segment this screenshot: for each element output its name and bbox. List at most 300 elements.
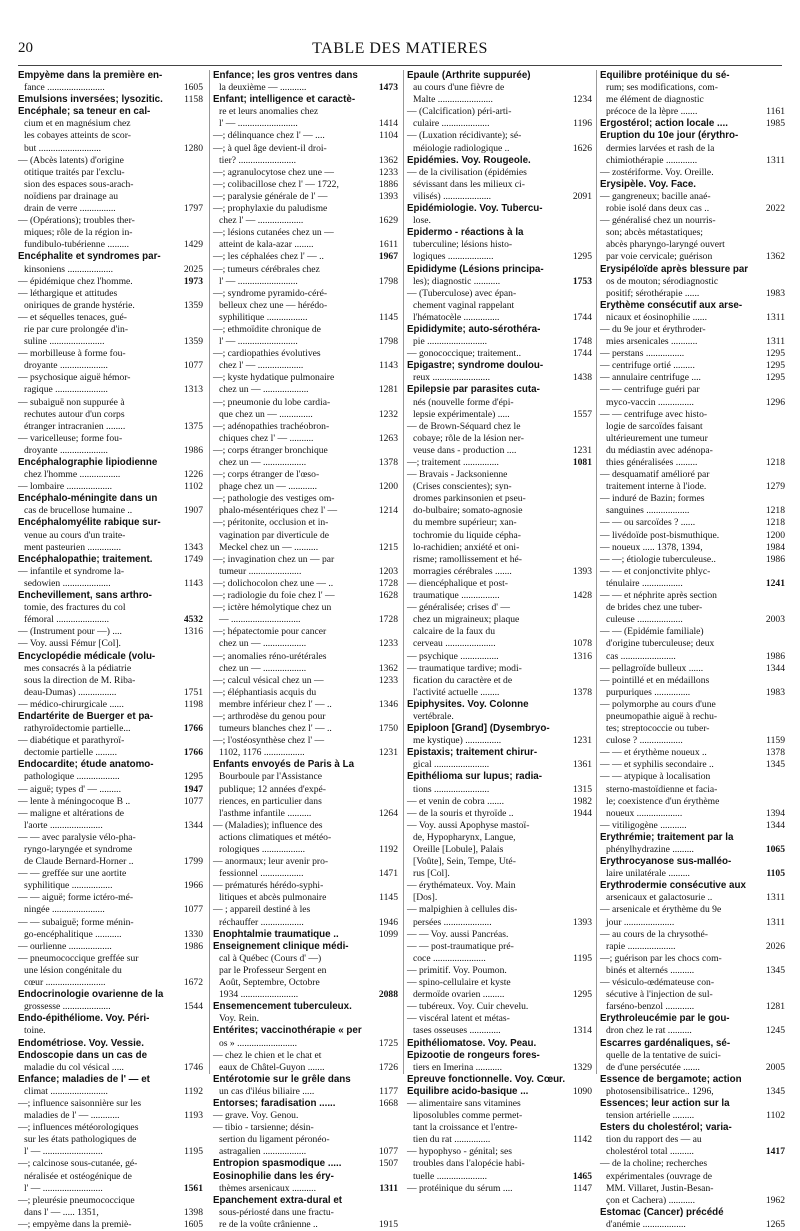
index-entry-line xyxy=(600,602,785,614)
entry-text: — morbilleuse à forme fou- xyxy=(18,348,126,360)
entry-text: litiques et abcès pulmonaire xyxy=(219,892,327,904)
entry-text: —; empyème dans la premiè- xyxy=(18,1218,132,1230)
page-reference: 1428 xyxy=(572,590,592,602)
index-entry-line xyxy=(407,542,592,554)
index-entry-line xyxy=(213,723,398,735)
index-entry-heading xyxy=(18,711,203,723)
index-entry-line xyxy=(213,832,398,844)
index-entry-heading xyxy=(213,941,398,953)
index-entry-line xyxy=(407,844,592,856)
page-reference: 1966 xyxy=(183,880,203,892)
page-reference: 1798 xyxy=(378,275,398,287)
entry-text: — (Calcification) péri-arti- xyxy=(407,106,512,118)
entry-text: — Voy. aussi Fémur [Col]. xyxy=(18,638,121,650)
entry-text: chez un migraineux; plaque xyxy=(413,614,520,626)
entry-text: — — et conjonctivite phlyc- xyxy=(600,565,711,577)
entry-text: laire unilatérale ......... xyxy=(606,868,690,880)
entry-text: — du 9e jour et érythroder- xyxy=(600,323,706,335)
entry-text: —; pathologie des vestiges om- xyxy=(213,493,335,505)
index-entry-line xyxy=(407,94,592,106)
page-reference: 1557 xyxy=(572,408,592,420)
index-entry-line xyxy=(18,929,203,941)
entry-text: climat ........................ xyxy=(24,1085,108,1097)
index-entry-heading xyxy=(407,1038,592,1050)
index-entry-line xyxy=(407,336,592,348)
index-entry-line xyxy=(18,469,203,481)
entry-text: sertion du ligament péronéo- xyxy=(219,1134,330,1146)
index-subentry xyxy=(407,965,592,977)
index-subentry xyxy=(213,578,398,590)
entry-text: précoce de la lèpre ....... xyxy=(606,106,698,118)
page-reference: 1280 xyxy=(183,142,203,154)
entry-text: fundibulo-tubérienne ......... xyxy=(24,239,129,251)
index-entry-heading xyxy=(600,1038,785,1050)
entry-text: fance ........................ xyxy=(24,82,105,94)
index-subentry xyxy=(213,324,398,336)
index-subentry xyxy=(18,784,203,796)
entry-text: Epilepsie par parasites cuta- xyxy=(407,384,540,396)
entry-text: tien du rat ............... xyxy=(413,1134,491,1146)
entry-text: tiers en Imerina ........... xyxy=(413,1061,502,1073)
index-entry-heading xyxy=(18,457,203,469)
page-reference: 1077 xyxy=(183,795,203,807)
page-title: TABLE DES MATIERES xyxy=(312,40,488,57)
entry-text: par le Professeur Sergent en xyxy=(219,964,327,976)
index-subentry xyxy=(407,929,592,941)
index-subentry xyxy=(407,106,592,118)
entry-text: — tubéreux. Voy. Cuir chevelu. xyxy=(407,1001,529,1013)
page-reference: 1281 xyxy=(378,384,398,396)
index-entry-line xyxy=(407,372,592,384)
index-subentry xyxy=(18,397,203,409)
index-subentry xyxy=(18,953,203,965)
entry-text: un cas d'iléus biliaire ..... xyxy=(219,1085,315,1097)
index-entry-line xyxy=(600,94,785,106)
entry-text: — généralisée; crises d' — xyxy=(407,602,510,614)
index-entry-heading xyxy=(213,1025,398,1037)
entry-text: — — centrifuge guéri par xyxy=(600,384,700,396)
index-entry-line xyxy=(213,663,398,675)
entry-text: —; pneumonie du lobe cardia- xyxy=(213,396,331,408)
entry-text: — (Luxation récidivante); sé- xyxy=(407,130,522,142)
page-reference: 1605 xyxy=(183,82,203,94)
index-entry-line xyxy=(213,155,398,167)
index-subentry xyxy=(407,663,592,675)
page-reference: 1195 xyxy=(573,952,592,964)
index-subentry xyxy=(18,1195,203,1207)
index-entry-line xyxy=(18,687,203,699)
entry-text: cas ....................... xyxy=(606,650,676,662)
index-subentry xyxy=(407,130,592,142)
entry-text: — — aiguë; forme ictéro-mé- xyxy=(18,892,134,904)
index-subentry xyxy=(18,1158,203,1170)
index-subentry xyxy=(18,433,203,445)
page-reference: 1429 xyxy=(183,239,203,251)
entry-text: mies arsenicales ........... xyxy=(606,336,698,348)
entry-text: logie de sarcoïdes faisant xyxy=(606,420,703,432)
entry-text: —; adénopathies trachéobron- xyxy=(213,420,330,432)
entry-text: dromes parkinsonien et pseu- xyxy=(413,493,526,505)
entry-text: sécutive à l'injection de sul- xyxy=(606,989,713,1001)
index-subentry xyxy=(407,602,592,614)
entry-text: rum; ses modifications, com- xyxy=(606,82,718,94)
page-reference: 1984 xyxy=(765,541,785,553)
entry-text: chez un — .................. xyxy=(219,638,307,650)
entry-text: —; corps étranger de l'œso- xyxy=(213,469,320,481)
index-subentry xyxy=(407,469,592,481)
entry-text: cholestérol total .......... xyxy=(606,1146,694,1158)
entry-text: cium et en magnésium chez xyxy=(24,118,131,130)
index-subentry xyxy=(600,530,785,542)
index-entry-line xyxy=(18,227,203,239)
index-subentry xyxy=(600,566,785,578)
entry-text: Epanchement extra-dural et xyxy=(213,1194,343,1206)
entry-text: l' — ......................... xyxy=(219,275,298,287)
index-entry-line xyxy=(600,239,785,251)
entry-text: chez un — .................. xyxy=(219,457,307,468)
entry-text: Equilibre acido-basique ... xyxy=(407,1085,529,1097)
entry-text: membre inférieur chez l' — .. xyxy=(219,698,332,710)
index-subentry xyxy=(600,360,785,372)
page-reference: 1099 xyxy=(378,928,398,940)
index-entry-heading xyxy=(18,590,203,602)
entry-text: de Claude Bernard-Horner .. xyxy=(24,856,134,868)
entry-text: Endo-épithéliome. Voy. Péri- xyxy=(18,1013,150,1025)
entry-text: — prématurés hérédo-syphi- xyxy=(213,880,324,892)
index-entry-heading xyxy=(18,1050,203,1062)
page-reference: 1417 xyxy=(765,1146,785,1158)
index-entry-line xyxy=(600,784,785,796)
entry-text: persées .................... xyxy=(413,916,492,928)
page-reference: 1241 xyxy=(765,577,785,589)
index-entry-line xyxy=(213,917,398,929)
entry-text: sous-périosté dans une fractu- xyxy=(219,1206,334,1218)
page-reference: 1359 xyxy=(183,336,203,348)
entry-text: Erythème consécutif aux arse- xyxy=(600,299,743,311)
entry-text: — varicelleuse; forme fou- xyxy=(18,432,123,444)
index-subentry xyxy=(213,711,398,723)
index-entry-line xyxy=(213,1207,398,1219)
page-reference: 1077 xyxy=(378,1146,398,1158)
entry-text: expérimentales (ouvrage de xyxy=(606,1170,713,1182)
index-entry-heading xyxy=(213,1171,398,1183)
index-entry-line xyxy=(18,384,203,396)
page-reference: 1629 xyxy=(378,215,398,227)
entry-text: do-bulbaire; somato-agnosie xyxy=(413,505,523,517)
index-entry-line xyxy=(213,106,398,118)
entry-text: Bourboule par l'Assistance xyxy=(219,771,322,783)
page-reference: 1200 xyxy=(765,529,785,541)
entry-text: vagination par diverticule de xyxy=(219,529,330,541)
entry-text: morragies cérébrales ....... xyxy=(413,565,512,577)
page-reference: 2088 xyxy=(378,989,398,1001)
page-reference: 1218 xyxy=(765,457,785,468)
page-reference: 1264 xyxy=(378,807,398,819)
entry-text: — pellagroïde bulleux ...... xyxy=(600,662,704,674)
entry-text: —; influence saisonnière sur les xyxy=(18,1097,142,1109)
entry-text: traumatique ................ xyxy=(413,590,500,602)
index-subentry xyxy=(600,324,785,336)
index-entry-line xyxy=(213,747,398,759)
page-reference: 1102 xyxy=(766,1110,785,1122)
page-reference: 1329 xyxy=(572,1061,592,1073)
entry-text: culose ? .................. xyxy=(606,735,683,747)
index-subentry xyxy=(18,808,203,820)
entry-text: Malte ....................... xyxy=(413,94,493,106)
entry-text: — polymorphe au cours d'une xyxy=(600,698,716,710)
page-reference: 1561 xyxy=(183,1182,203,1194)
page-reference: 1311 xyxy=(766,916,785,928)
entry-text: Epidémies. Voy. Rougeole. xyxy=(407,154,531,166)
index-entry-line xyxy=(600,989,785,1001)
entry-text: tions ....................... xyxy=(413,783,490,795)
page-reference: 1465 xyxy=(572,1170,592,1182)
entry-text: — — et syphilis secondaire .. xyxy=(600,759,714,771)
index-entry-heading xyxy=(407,699,592,711)
entry-text: Essence de bergamote; action xyxy=(600,1073,742,1085)
entry-text: — spino-cellulaire et kyste xyxy=(407,977,511,989)
entry-text: — — avec paralysie vélo-pha- xyxy=(18,831,136,843)
entry-text: — annulaire centrifuge .... xyxy=(600,372,701,384)
entry-text: Enfance; maladies de l' — et xyxy=(18,1073,150,1085)
entry-text: — gangreneux; bacille anaé- xyxy=(600,190,711,202)
entry-text: —; calcul vésical chez un — xyxy=(213,674,324,686)
index-entry-line xyxy=(18,1001,203,1013)
index-entry-line xyxy=(600,82,785,94)
index-subentry xyxy=(600,554,785,566)
index-subentry xyxy=(213,880,398,892)
index-entry-line xyxy=(407,82,592,94)
index-entry-heading xyxy=(407,360,592,372)
index-subentry xyxy=(213,227,398,239)
entry-text: drain de verre ............... xyxy=(24,203,116,215)
entry-text: — (Opérations); troubles ther- xyxy=(18,215,135,227)
index-entry-line xyxy=(600,1195,785,1207)
index-entry-heading xyxy=(18,554,203,566)
page-header xyxy=(18,40,782,64)
index-entry-line xyxy=(18,844,203,856)
index-entry-line xyxy=(18,1207,203,1219)
page-reference: 1345 xyxy=(765,1085,785,1097)
index-entry-line xyxy=(213,118,398,130)
index-entry-line xyxy=(407,953,592,965)
entry-text: cobaye; rôle de la lésion ner- xyxy=(413,432,524,444)
entry-text: rie par cure prolongée d'in- xyxy=(24,323,129,335)
index-entry-line xyxy=(600,276,785,288)
entry-text: méiologie radiologique .. xyxy=(413,142,510,154)
entry-text: Emulsions inversées; lysozitic. xyxy=(18,94,163,106)
index-subentry xyxy=(18,941,203,953)
index-entry-line xyxy=(407,784,592,796)
entry-text: robie isolé dans deux cas .. xyxy=(606,203,710,215)
page-reference: 1233 xyxy=(378,674,398,686)
index-entry-line xyxy=(407,1134,592,1146)
index-entry-line xyxy=(213,965,398,977)
entry-text: —; délinquance chez l' — .... xyxy=(213,130,325,142)
page-reference: 1473 xyxy=(378,82,398,94)
entry-text: Enfance; les gros ventres dans xyxy=(213,70,358,81)
entry-text: Epistaxis; traitement chirur- xyxy=(407,747,538,759)
entry-text: —; ictère hémolytique chez un xyxy=(213,602,332,614)
index-entry-line xyxy=(600,796,785,808)
page-reference: 2022 xyxy=(765,203,785,215)
entry-text: — Bravais - Jacksonienne xyxy=(407,469,508,481)
entry-text: sous la direction de M. Riba- xyxy=(24,674,136,686)
index-subentry xyxy=(18,372,203,384)
header-rule xyxy=(18,65,782,66)
index-subentry xyxy=(18,276,203,288)
entry-text: os de mouton; sérodiagnostic xyxy=(606,275,719,287)
index-entry-line xyxy=(18,530,203,542)
index-entry-line xyxy=(18,904,203,916)
entry-text: — gonococcique; traitement.. xyxy=(407,348,522,360)
entry-text: les); diagnostic ........... xyxy=(413,275,501,287)
index-entry-line xyxy=(18,118,203,130)
page-reference: 1986 xyxy=(183,444,203,456)
index-entry-line xyxy=(213,409,398,421)
index-subentry xyxy=(18,1122,203,1134)
entry-text: —; arthrodèse du genou pour xyxy=(213,710,326,722)
entry-text: de brides chez une tuber- xyxy=(606,602,703,614)
page-reference: 1231 xyxy=(378,747,398,759)
index-entry-line xyxy=(600,1110,785,1122)
index-entry-line xyxy=(213,1062,398,1074)
index-subentry xyxy=(18,566,203,578)
entry-text: — médico-chirurgicale ...... xyxy=(18,698,124,710)
index-subentry xyxy=(213,1050,398,1062)
index-entry-heading xyxy=(213,1158,398,1170)
entry-text: — — subaiguë; forme ménin- xyxy=(18,916,134,928)
index-entry-heading xyxy=(18,251,203,263)
index-entry-line xyxy=(213,892,398,904)
entry-text: — lente à méningocoque B .. xyxy=(18,795,131,807)
entry-text: pneumopathie aiguë à rechu- xyxy=(606,710,718,722)
page-reference: 1983 xyxy=(765,287,785,299)
entry-text: — traumatique tardive; modi- xyxy=(407,662,522,674)
entry-text: d'anémie .................. xyxy=(606,1218,686,1230)
entry-text: —; dolichocolon chez une — .. xyxy=(213,577,334,589)
index-subentry xyxy=(407,820,592,832)
page-reference: 1749 xyxy=(183,553,203,565)
index-entry-line xyxy=(407,759,592,771)
index-subentry xyxy=(18,348,203,360)
entry-text: vertébrale. xyxy=(413,710,454,722)
index-entry-line xyxy=(18,880,203,892)
entry-text: Enfant; intelligence et caractè- xyxy=(213,94,356,106)
entry-text: reux ........................ xyxy=(413,372,491,384)
entry-text: — érythémateux. Voy. Main xyxy=(407,880,516,892)
entry-text: Encéphalite et syndromes par- xyxy=(18,251,161,263)
index-entry-line xyxy=(407,626,592,638)
entry-text: go-encéphalitique ........... xyxy=(24,928,122,940)
entry-text: noueux ................... xyxy=(606,807,683,819)
entry-text: cœur ......................... xyxy=(24,977,106,989)
index-subentry xyxy=(600,699,785,711)
index-entry-line xyxy=(18,1110,203,1122)
index-entry-line xyxy=(18,191,203,203)
index-subentry xyxy=(18,699,203,711)
index-entry-line xyxy=(600,578,785,590)
index-subentry xyxy=(600,167,785,179)
page-reference: 1143 xyxy=(184,577,203,589)
index-entry-heading xyxy=(407,723,592,735)
page-reference: 1233 xyxy=(378,166,398,178)
index-subentry xyxy=(407,941,592,953)
page-reference: 1065 xyxy=(765,844,785,855)
page-reference: 1748 xyxy=(572,336,592,348)
page-reference: 1145 xyxy=(379,892,398,904)
entry-text: —; agranulocytose chez une — xyxy=(213,166,334,178)
index-entry-line xyxy=(18,542,203,554)
index-entry-heading xyxy=(213,1074,398,1086)
page-reference: 1947 xyxy=(183,783,203,795)
index-entry-line xyxy=(18,1134,203,1146)
index-entry-line xyxy=(407,276,592,288)
index-entry-line xyxy=(407,179,592,191)
entry-text: tumeurs blanches chez l' — .. xyxy=(219,723,332,735)
entry-text: Erythroleucémie par le gou- xyxy=(600,1013,730,1025)
entry-text: son; abcès métastatiques; xyxy=(606,227,703,239)
index-entry-heading xyxy=(18,70,203,82)
index-entry-line xyxy=(600,1134,785,1146)
index-entry-line xyxy=(600,505,785,517)
page-reference: 1344 xyxy=(765,819,785,831)
entry-text: rologiques .................. xyxy=(219,844,306,855)
entry-text: tuelle ..................... xyxy=(413,1170,488,1182)
entry-text: sterno-mastoïdienne et facia- xyxy=(606,783,718,795)
index-entry-heading xyxy=(407,384,592,396)
index-entry-heading xyxy=(407,747,592,759)
page-number: 20 xyxy=(18,40,33,56)
index-entry-line xyxy=(600,917,785,929)
index-subentry xyxy=(600,348,785,360)
page-reference: 1295 xyxy=(765,348,785,360)
index-subentry xyxy=(213,445,398,457)
page-reference: 1983 xyxy=(765,686,785,698)
entry-text: Erythrocyanose sus-malléo- xyxy=(600,856,732,868)
entry-text: Ergostérol; action locale .... xyxy=(600,118,728,130)
entry-text: ment pasteurien .............. xyxy=(24,541,121,553)
entry-text: Essences; leur action sur la xyxy=(600,1097,730,1109)
index-entry-heading xyxy=(407,1050,592,1062)
entry-text: arsenicaux et galactosurie .. xyxy=(606,892,713,904)
entry-text: — (Instrument pour —) .... xyxy=(18,626,122,638)
index-entry-line xyxy=(600,1183,785,1195)
page-reference: 1393 xyxy=(378,190,398,202)
entry-text: lo-rachidien; anxiété et oni- xyxy=(413,541,520,553)
index-entry-heading xyxy=(407,1086,592,1098)
entry-text: quelle de la tentative de suici- xyxy=(606,1049,721,1061)
index-entry-line xyxy=(600,288,785,300)
entry-text: tomie, des fractures du col xyxy=(24,602,126,614)
entry-text: — pointillé et en médaillons xyxy=(600,674,710,686)
entry-text: droyante .................... xyxy=(24,444,108,456)
entry-text: Ensemencement tuberculeux. xyxy=(213,1001,352,1013)
index-subentry xyxy=(600,409,785,421)
index-subentry xyxy=(213,820,398,832)
index-entry-line xyxy=(407,1122,592,1134)
index-entry-line xyxy=(600,1025,785,1037)
entry-text: Epizootie de rongeurs fores- xyxy=(407,1049,540,1061)
index-entry-line xyxy=(407,251,592,263)
entry-text: de d'une persécutée ....... xyxy=(606,1061,700,1073)
index-subentry xyxy=(213,421,398,433)
index-subentry xyxy=(407,904,592,916)
index-subentry xyxy=(600,469,785,481)
page-reference: 1296 xyxy=(765,396,785,408)
entry-text: [Voûte], Sein, Tempe, Uté- xyxy=(413,856,516,868)
entry-text: actions climatiques et météo- xyxy=(219,831,332,843)
